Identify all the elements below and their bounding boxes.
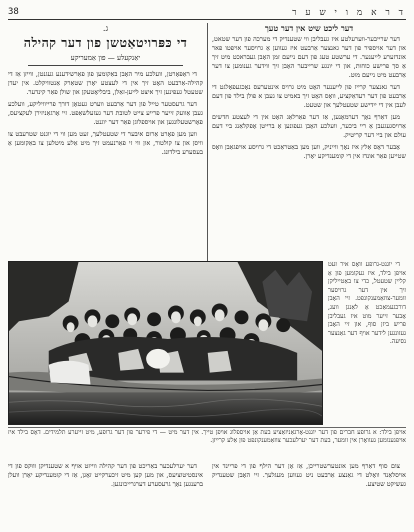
photo-image (9, 262, 322, 424)
article-number: ג. (102, 24, 109, 33)
right-column-text (212, 35, 406, 161)
paragraph: דער יערלעכער באַריכט פון דער קהילה ווייזט אויף א שטענדיקן וווּקס פון די אינסטיטוציעס, און מען קען מיט זיכערקייט זאָגן, אַז די קומענדיקע יאָרן וועלן ברענגען נאָך גרעסערע דערגרייכונגען. (8, 462, 203, 488)
photo-caption: אויפן בילד: א גרופע חברים פון דער יוגנט-אָרגאַניזאַציע בעת אַן אויספלוג אויפן טייך. אין דער מיט — די פירער פון דער גרופע, מיט זייערע תלמידים. דאָס בילד איז אויפגענומען געוואָרן אין זומער, בעת דער יערלעכער צוזאַמענקונפט פון אַלע קרייזן. (8, 429, 406, 445)
group-photo (8, 261, 323, 425)
paragraph: אָבער דאָס אַלץ איז נאָך ווייניק, ווען מען באַטראַכט די גרויסע אויפגאַבן וואָס שטייען פאַר אונדז אין די קומענדיקע יאָרן. (212, 143, 406, 160)
column-heading: דער ליכט שיט אין דער טעך (264, 23, 354, 33)
article-title: די כּפּרויטאַטשן פון דער קהילה (23, 35, 188, 50)
article-byline: יאַנקעלע — פון אַמעריקע (70, 54, 141, 62)
bottom-left-text (8, 462, 203, 489)
paragraph: דער גרעסטער טייל פון דער אַרבעט ווערט געטאָן דורך פרייוויליקע, וועלכע געבן אַוועק זייער פרייע צייט לטובת דער געזעלשאַפט. זיי אָרגאַניזירן לעקציעס, פאָרשטעלונגען און אויספלוגן פאַר דער יוגנט. (8, 100, 203, 126)
page-number: 38 (8, 7, 19, 17)
bottom-right-text (212, 462, 406, 489)
narrow-column-text (328, 261, 406, 347)
title-rule (28, 65, 183, 66)
bottom-right-column (212, 462, 406, 526)
caption-rule (8, 427, 406, 428)
paragraph: ווען מען פאָרט אַרום איבער די שטעטלעך, זעט מען ווי די יוגנט שטרעבט צו וויסן און צו קולטור, און ווי זי פאַרנעמט זיך מיט אַלע מיטלען צו באַקומען אַ בעסערע בילדונג. (8, 130, 203, 156)
paragraph: צום סוף דאַרף מען אונטערשטרייכן, אַז אָן דער הילף פון די פריינד אין אויסלאַנד וואָלט די גאַנצע אַרבעט ניט געווען מעגלעך. זיי האָבן שטענדיק געשיקט שטיצע. (212, 462, 406, 488)
paragraph: די ראַפּאָרטן, וועלכע מיר האָבן באַקומען פון פאַרשידענע געגנטן, ווייזן אַז די קהילה-אַרבעט האָט זיך אין די לעצטע יאָרן שטאַרק אַנטוויקלט. אין יעדן שטעטל געפינען זיך איצט לייען-זאַלן, ביבליאָטעקן און שולן פאַר קינדער. (8, 70, 203, 96)
paragraph: מען דאַרף נאָך דערמאָנען, אַז דער פאַרלאַג האָט אין די לעצטע חדשים אַרויסגעגעבן אַ ריי ביכער, וועלכע האָבן געפונען אַ ברייטן אָפקלאַנג ביי דעם עולם און ביי דער קריטיק. (212, 113, 406, 139)
paragraph: דער שרייבער-ווערעלטע איז געבליבן ווי שטענדיק די מערכה פון דער שטאט, און דער אויספיר פון דער גאנצער אַרבעט איז געווען אַ גרויסער אויפטו פאר אונדזערע לייענער. די ערשטע טעג פון דעם נייעם זמן האָבן געבראכט מיט זיך אַ סך פרישע כוחות, און די יונגע שרייבער האָבן זיך ווידער גענומען צו דער אַרבעט מיט נייעם מוט. (212, 35, 406, 79)
journal-title: ד ר א מ ו י ש ע ר (292, 7, 406, 18)
article-body (8, 70, 203, 157)
header-rule (8, 19, 406, 20)
paragraph: די יוגנט-גרופע וואָס איר זעט אויפן בילד, איז געקומען פון אַ קליין שטעטל, כדי צו באַטייליקן זיך אין דער גרויסער זומער-צוזאַמענקונפט. זיי האָבן דורכגעמאַכט אַ לאַנגן וועג, אָבער זייער מוט איז געבליבן פריש ביזן סוף, און זיי האָבן געזונגען לידער אויף דער גאַנצער נסיעה. (328, 261, 406, 346)
bottom-left-column (8, 462, 203, 526)
paragraph: דער גאנצער קרייז פון לייענער האָט מיט גרויס אינטערעס נאָכגעפאָלגט די אַרבעט פון דער רעדאַקציע, וואָס האָט זיך באמיט צו געבן א פולן בילד פון דעם לעבן אין די ייִדישע שטעטלעך און שטעט. (212, 83, 406, 109)
running-head (8, 6, 406, 18)
column-divider (207, 23, 208, 273)
narrow-column (328, 261, 406, 425)
